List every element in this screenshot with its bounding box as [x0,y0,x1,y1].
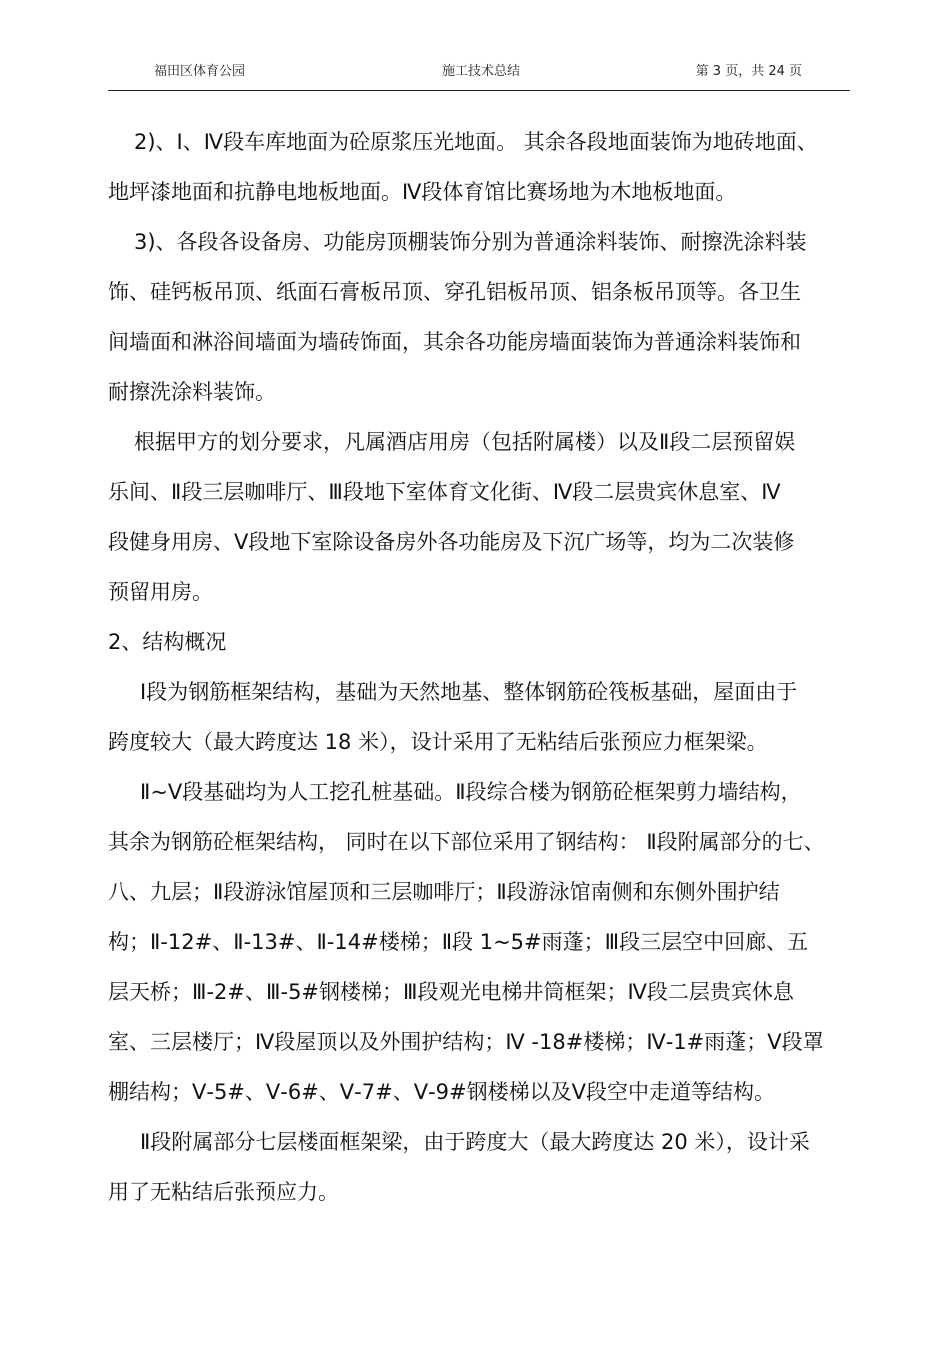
text-line: 跨度较大（最大跨度达 18 米），设计采用了无粘结后张预应力框架梁。 [108,730,768,754]
text-line: 乐间、Ⅱ段三层咖啡厅、Ⅲ段地下室体育文化街、Ⅳ段二层贵宾休息室、Ⅳ [108,480,781,504]
header-page-number: 第 3 页，共 24 页 [695,64,802,79]
header-divider [108,90,850,91]
text-line: Ⅱ段附属部分七层楼面框架梁，由于跨度大（最大跨度达 20 米），设计采 [140,1130,810,1154]
text-line: Ⅱ~Ⅴ段基础均为人工挖孔桩基础。Ⅱ段综合楼为钢筋砼框架剪力墙结构， [140,780,802,804]
text-line: 饰、硅钙板吊顶、纸面石膏板吊顶、穿孔铝板吊顶、铝条板吊顶等。各卫生 [108,280,801,304]
text-line: 八、九层；Ⅱ段游泳馆屋顶和三层咖啡厅；Ⅱ段游泳馆南侧和东侧外围护结 [108,880,780,904]
text-line: 间墙面和淋浴间墙面为墙砖饰面，其余各功能房墙面装饰为普通涂料装饰和 [108,330,801,354]
text-line: 耐擦洗涂料装饰。 [108,380,276,404]
text-line: 3)、各段各设备房、功能房顶棚装饰分别为普通涂料装饰、耐擦洗涂料装 [134,230,807,254]
page-header [108,62,850,90]
text-line: 层天桥；Ⅲ-2#、Ⅲ-5#钢楼梯；Ⅲ段观光电梯井筒框架；Ⅳ段二层贵宾休息 [108,980,794,1004]
text-line: 其余为钢筋砼框架结构， 同时在以下部位采用了钢结构： Ⅱ段附属部分的七、 [108,830,825,854]
text-line: 用了无粘结后张预应力。 [108,1180,339,1204]
text-line: 构；Ⅱ-12#、Ⅱ-13#、Ⅱ-14#楼梯；Ⅱ段 1~5#雨蓬；Ⅲ段三层空中回廊、五 [108,930,809,954]
header-document-title: 施工技术总结 [442,64,521,79]
text-line: 棚结构；Ⅴ-5#、Ⅴ-6#、Ⅴ-7#、Ⅴ-9#钢楼梯以及Ⅴ段空中走道等结构。 [108,1080,775,1104]
header-project-name: 福田区体育公园 [154,64,246,79]
text-line: 预留用房。 [108,580,213,604]
text-line: Ⅰ段为钢筋框架结构，基础为天然地基、整体钢筋砼筏板基础，屋面由于 [140,680,798,704]
text-line: 室、三层楼厅；Ⅳ段屋顶以及外围护结构；Ⅳ -18#楼梯；Ⅳ-1#雨蓬；Ⅴ段罩 [108,1030,824,1054]
text-line: 地坪漆地面和抗静电地板地面。Ⅳ段体育馆比赛场地为木地板地面。 [108,180,737,204]
text-line: 根据甲方的划分要求，凡属酒店用房（包括附属楼）以及Ⅱ段二层预留娱 [134,430,796,454]
text-line: 段健身用房、Ⅴ段地下室除设备房外各功能房及下沉广场等，均为二次装修 [108,530,795,554]
text-line: 2)、Ⅰ、Ⅳ段车库地面为砼原浆压光地面。 其余各段地面装饰为地砖地面、 [134,130,818,154]
section-heading: 2、结构概况 [108,630,227,654]
